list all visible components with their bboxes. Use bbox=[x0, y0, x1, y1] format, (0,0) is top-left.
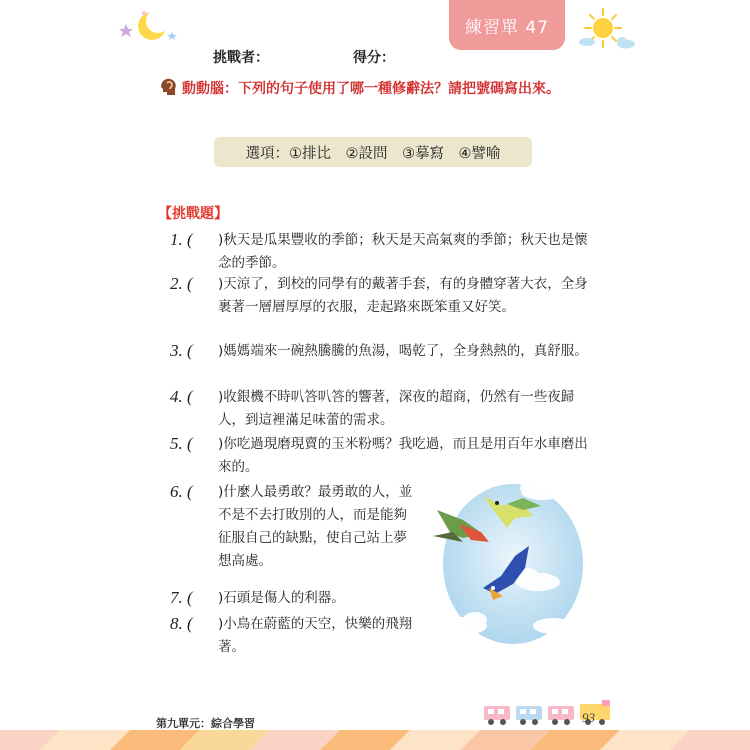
challenge-heading: 【挑戰題】 bbox=[158, 206, 228, 222]
instruction-text: 動動腦：下列的句子使用了哪一種修辭法？請把號碼寫出來。 bbox=[182, 81, 560, 97]
train-icon bbox=[482, 700, 622, 726]
page-number: 93 bbox=[582, 710, 595, 725]
score-label: 得分： bbox=[353, 50, 395, 66]
unit-label: 第九單元：綜合學習 bbox=[156, 717, 255, 730]
birds-illustration bbox=[423, 476, 593, 646]
question-number: 1. ( bbox=[170, 230, 193, 249]
question-number: 7. ( bbox=[170, 588, 193, 607]
question-text: )你吃過現磨現賣的玉米粉嗎？我吃過，而且是用百年水車磨出來的。 bbox=[218, 436, 588, 475]
question-text: )媽媽端來一碗熱騰騰的魚湯，喝乾了，全身熱熱的，真舒服。 bbox=[218, 343, 588, 359]
question-number: 3. ( bbox=[170, 341, 193, 360]
challenger-label: 挑戰者： bbox=[213, 50, 269, 66]
footer-stripes bbox=[0, 730, 750, 750]
question-text: )什麼人最勇敢？最勇敢的人，並不是不去打敗別的人，而是能夠征服自己的缺點，使自己站上夢想高處。 bbox=[218, 484, 413, 569]
question-number: 5. ( bbox=[170, 434, 193, 453]
worksheet-title: 練習單 47 bbox=[449, 0, 565, 50]
question-text: )石頭是傷人的利器。 bbox=[218, 590, 345, 606]
moon-stars-icon bbox=[112, 6, 182, 46]
question-number: 6. ( bbox=[170, 482, 193, 501]
question-text: )小鳥在蔚藍的天空，快樂的飛翔著。 bbox=[218, 616, 413, 655]
question-number: 4. ( bbox=[170, 387, 193, 406]
head-icon bbox=[158, 77, 178, 97]
options-box: 選項：①排比 ②設問 ③摹寫 ④譬喻 bbox=[214, 137, 532, 167]
sun-icon bbox=[578, 6, 638, 52]
question-text: )天涼了，到校的同學有的戴著手套，有的身體穿著大衣，全身裹著一層層厚厚的衣服，走起路來既笨重又好笑。 bbox=[218, 276, 588, 315]
question-text: )秋天是瓜果豐收的季節；秋天是天高氣爽的季節；秋天也是懷念的季節。 bbox=[218, 232, 588, 271]
question-number: 2. ( bbox=[170, 274, 193, 293]
question-number: 8. ( bbox=[170, 614, 193, 633]
question-text: )收銀機不時叭答叭答的響著，深夜的超商，仍然有一些夜歸人，到這裡滿足味蕾的需求。 bbox=[218, 389, 575, 428]
